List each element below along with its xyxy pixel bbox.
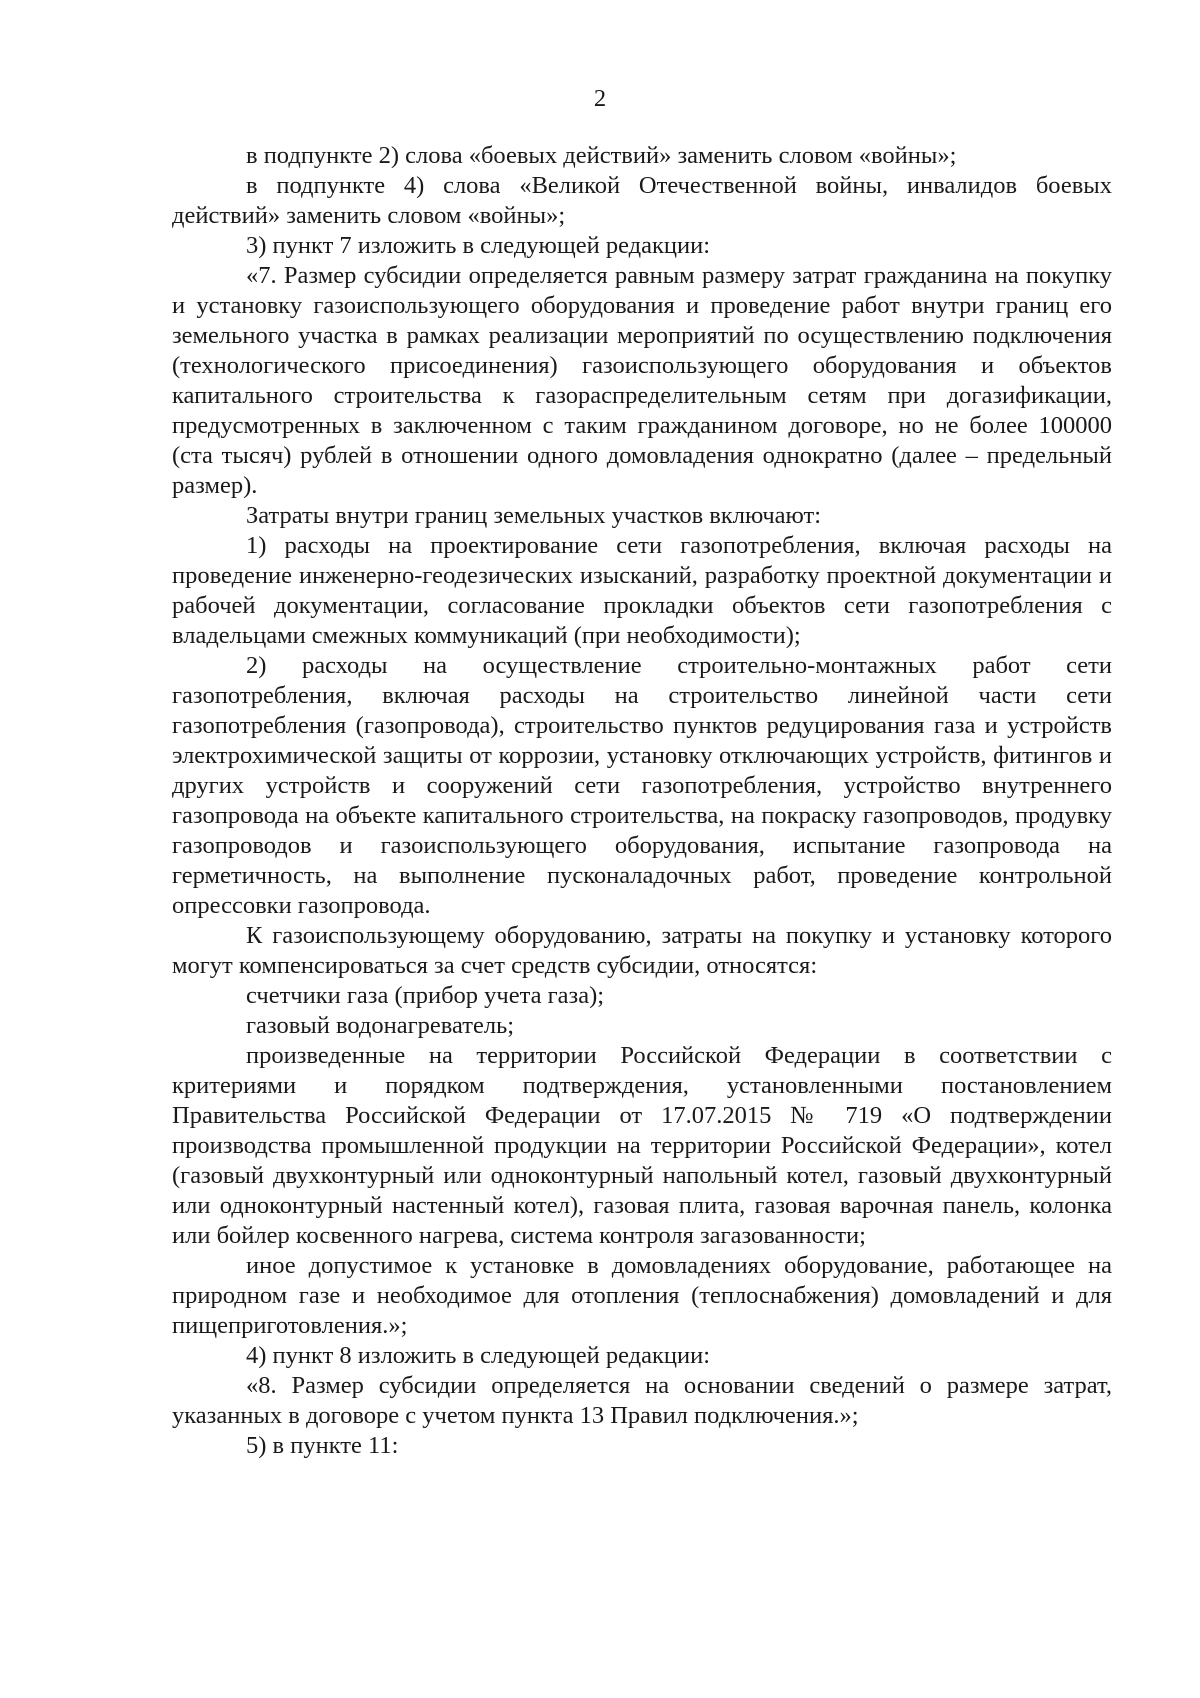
paragraph: произведенные на территории Российской Федерации в соответствии с критериями и порядком подтверждения, установленными постановлением Правительства Российской Федерации от 17.07.2015 № 719 «О подтверждении производства промышленной продукции на территории Российской Федерации», котел (газовый двухконтурный или одноконтурный напольный котел, газовый двухконтурный или одноконтурный настенный котел), газовая плита, газовая варочная панель, колонка или бойлер косвенного нагрева, система контроля загазованности; bbox=[172, 1042, 1112, 1249]
paragraph: 4) пункт 8 изложить в следующей редакции: bbox=[246, 1342, 711, 1369]
paragraph: Затраты внутри границ земельных участков включают: bbox=[246, 502, 822, 529]
paragraph: 5) в пункте 11: bbox=[246, 1432, 399, 1459]
paragraph: К газоиспользующему оборудованию, затраты на покупку и установку которого могут компенсироваться за счет средств субсидии, относятся: bbox=[172, 922, 1112, 979]
paragraph: счетчики газа (прибор учета газа); bbox=[246, 982, 605, 1009]
paragraph: в подпункте 4) слова «Великой Отечественной войны, инвалидов боевых действий» заменить словом «войны»; bbox=[172, 172, 1112, 229]
paragraph: «8. Размер субсидии определяется на основании сведений о размере затрат, указанных в договоре с учетом пункта 13 Правил подключения.»; bbox=[172, 1372, 1112, 1429]
paragraph: в подпункте 2) слова «боевых действий» заменить словом «войны»; bbox=[246, 142, 957, 169]
paragraph: «7. Размер субсидии определяется равным размеру затрат гражданина на покупку и установку газоиспользующего оборудования и проведение работ внутри границ его земельного участка в рамках реализации мероприятий по осуществлению подключения (технологического присоединения) газоиспользующего оборудования и объектов капитального строительства к газораспределительным сетям при догазификации, предусмотренных в заключенном с таким гражданином договоре, но не более 100000 (ста тысяч) рублей в отношении одного домовладения однократно (далее – предельный размер). bbox=[172, 262, 1112, 499]
paragraph: газовый водонагреватель; bbox=[246, 1012, 515, 1039]
document-body bbox=[172, 141, 1112, 1461]
paragraph: иное допустимое к установке в домовладениях оборудование, работающее на природном газе и необходимое для отопления (теплоснабжения) домовладений и для пищеприготовления.»; bbox=[172, 1252, 1112, 1339]
paragraph: 1) расходы на проектирование сети газопотребления, включая расходы на проведение инженерно-геодезических изысканий, разработку проектной документации и рабочей документации, согласование прокладки объектов сети газопотребления с владельцами смежных коммуникаций (при необходимости); bbox=[172, 532, 1112, 649]
page-number: 2 bbox=[593, 85, 607, 112]
paragraph: 2) расходы на осуществление строительно-монтажных работ сети газопотребления, включая расходы на строительство линейной части сети газопотребления (газопровода), строительство пунктов редуцирования газа и устройств электрохимической защиты от коррозии, установку отключающих устройств, фитингов и других устройств и сооружений сети газопотребления, устройство внутреннего газопровода на объекте капитального строительства, на покраску газопроводов, продувку газопроводов и газоиспользующего оборудования, испытание газопровода на герметичность, на выполнение пусконаладочных работ, проведение контрольной опрессовки газопровода. bbox=[172, 652, 1112, 919]
paragraph: 3) пункт 7 изложить в следующей редакции: bbox=[246, 232, 711, 259]
